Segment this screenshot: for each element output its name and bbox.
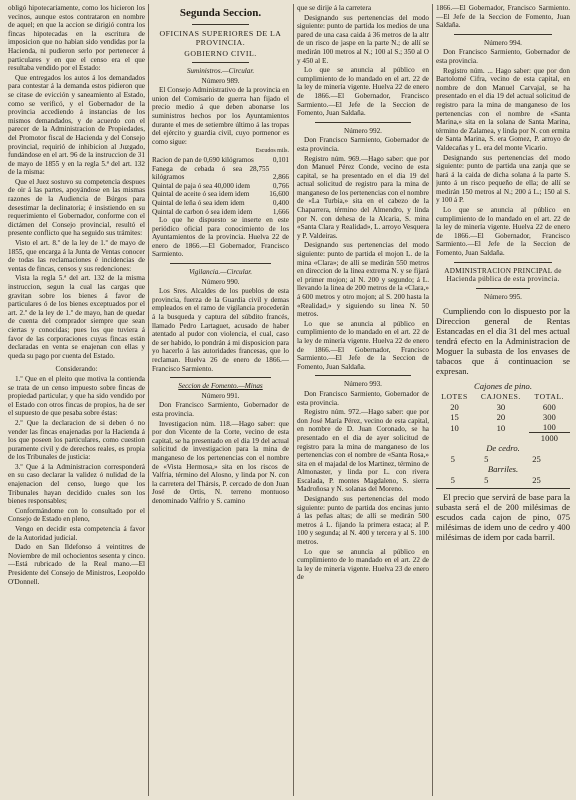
- subsection-heading: Vigilancia.—Circular.: [188, 268, 253, 277]
- paragraph: Los Sres. Alcaldes de los pueblos de esta provincia, fuerza de la Guardia civil y demas empleados en el ramo de vigilancia procederán á la busqueda y captura del súbdito francés, llamado Pedro Lartaguet, acusado de haber atentado al pudor con violencia, el cual, caso de ser habido, lo pondrán á mi disposicion para yo hacerlo á las autoridades francesas, que lo reclaman. Huelva 26 de enero de 1866.—Francisco Sarmiento.: [152, 287, 289, 373]
- paragraph: que se dirije á la carretera: [297, 4, 372, 12]
- paragraph: El Consejo Administrativo de la provincia en union del Comisario de guerra han fijado el precio medio á que deben abonarse los suministros hechos por los Ayuntamientos durante el mes de setiembre último á las tropas del ejército y guardia civil, cuyo pormenor es como sigue:: [152, 86, 289, 146]
- paragraph: Registro núm. 969.—Hago saber: que por don Manuel Pérez Conde, vecino de esta capital, se ha presentado en el dia 19 del actual solicitud de registro para la mina de manganeso de los pertenencias con el nombre de «La Turbia,» sita en el cabezo de la Chaparrera, término del Almendro, y linda por N. con dehesa de la Alcaria, S. mina «Santa Clara y Realidad», L. arroyo Vesquera y P. Valdeiras.: [297, 154, 429, 240]
- paragraph: Lo que se anuncia al público en cumplimiento de lo mandado en el art. 22 de la ley de minería vigente. Huelva 23 de enero de: [297, 547, 429, 582]
- gov-title: GOBIERNO CIVIL.: [184, 49, 257, 58]
- divider: [170, 263, 271, 264]
- price-label: Quintal de leña ó sea idem idem: [152, 198, 245, 207]
- column-header: TOTAL.: [534, 392, 565, 402]
- table-cell: 20: [450, 402, 459, 413]
- barriles-heading: Barriles.: [487, 464, 519, 475]
- price-table: [152, 156, 289, 216]
- divider: [476, 288, 530, 289]
- paragraph: Lo que se anuncia al público en cumplimiento de lo mandado en el art. 22 de la ley de minería vigente. Huelva 22 de enero de 1866.—El Gobernador, Francisco Sarmiento.—El Jefe de la Seccion de Fomento, Juan Saldaña.: [297, 66, 429, 118]
- paragraph: Don Francisco Sarmiento, Gobernador de esta provincia.: [436, 48, 570, 65]
- table-row: [152, 208, 289, 217]
- decree-closing: Dado en San Ildefonso á veintitres de Noviembre de mil ochocientos sesenta y cinco.—Está rubricado de la Real mano.—El Presidente del Consejo de Ministros, Leopoldo O'Donnell.: [8, 543, 145, 586]
- paragraph: Don Francisco Sarmiento, Gobernador de esta provincia.: [152, 401, 289, 418]
- column-rule: [432, 4, 433, 796]
- numero-heading: Número 989.: [201, 76, 240, 85]
- paragraph: Registro núm. ... Hago saber: que por don Bartolomé Cifra, vecino de esta capital, en nombre de don Manuel Carvajal, se ha presentado en el dia 19 del actual solicitud de registro para la mina de manganeso de los pertenencias con el nombre de «Santa Marina,» sita en la solana de Santa Marina, término de Zalamea, y linda por N. con ermita de Santa Marina, S. era Gomez, P. arroyo de Valdecañas y L. era del monte Vicario.: [436, 66, 570, 152]
- column-header: CAJONES.: [480, 392, 521, 402]
- price-value: 0,400: [272, 198, 289, 207]
- paragraph: Cumpliendo con lo dispuesto por la Direccion general de Rentas Estancadas en el dia 31 del mes actual tendrá efecto en la Administracion de Moguer la subasta de los envases de tabacos que á continuacion se expresan.: [436, 306, 570, 377]
- column-rule: [293, 4, 294, 796]
- table-total: 1000: [529, 433, 570, 444]
- admin-title: ADMINISTRACION PRINCIPAL de Hacienda pública de esta provincia.: [444, 266, 562, 284]
- table-row: [152, 165, 289, 182]
- divider: [454, 262, 552, 263]
- paragraph: Don Francisco Sarmiento, Gobernador de esta provincia.: [297, 136, 429, 153]
- table-cell: 10: [450, 422, 459, 433]
- paragraph: Vista la regla 5.ª del art. 132 de la misma instruccion, segun la cual las cargas que gravitan sobre los bienes á favor de particulares ó de los bienes exceptuados por el art. 2.º de la ley de 1.º de mayo, han de quedar de cuenta del comprador siempre que sean ciertas y conocidas; pues los que tuviera á favor de las corporaciones cuyas fincas están declaradas en venta se enajenan con ellas y queda su pago por cuenta del Estado.: [8, 274, 145, 360]
- office-title: OFICINAS SUPERIORES DE LA PROVINCIA.: [159, 29, 282, 47]
- table-total-row: [436, 433, 570, 444]
- subsection-heading: Suministros.—Circular.: [186, 67, 255, 75]
- divider: [315, 375, 411, 376]
- table-cell: 5: [450, 454, 455, 465]
- column-4: [436, 4, 570, 796]
- paragraph: Conformándome con lo consultado por el Consejo de Estado en pleno,: [8, 506, 145, 524]
- paragraph: Lo que se anuncia al público en cumplimiento de lo mandado en el art. 22 de la ley de minería vigente. Huelva 22 de enero de 1866.—El Gobernador, Francisco Sarmiento.—El Jefe de la Seccion de Fomento, Juan Saldaña.: [297, 319, 429, 371]
- price-label: Quintal de carbon ó sea idem idem: [152, 207, 253, 216]
- column-2: [152, 4, 289, 796]
- paragraph: 1866.—El Gobernador, Francisco Sarmiento.—El Jefe de la Seccion de Fomento, Juan Saldaña.: [436, 4, 570, 30]
- table-cell: 5: [450, 475, 455, 486]
- table-cell: 600: [542, 402, 556, 413]
- paragraph: Don Francisco Sarmiento, Gobernador de esta provincia.: [297, 389, 429, 407]
- section-title: Segunda Seccion.: [179, 7, 262, 19]
- paragraph: Designando sus pertenencias del modo siguiente: punto de partida los medios de una pared de una casa caida á 36 metros de la altr de un risco de jaspe en la parte N.; de allí se medirán 100 metros al N.; 100 al S.; 350 al O y 450 al E.: [297, 13, 429, 65]
- divider: [436, 488, 570, 489]
- table-cell: 5: [484, 454, 489, 465]
- table-row: [152, 182, 289, 191]
- price-value: 1,666: [272, 207, 289, 216]
- paragraph: Designando sus pertenencias del modo siguiente: punto de partida el mojon L. de la mina «Clara»; de allí se medirán 550 metros en direccion de la linea extrema N. y se fijará el primer mojon; al N. 200 y segundo; á L. llevando la linea de 200 metros de la «Clara,» á 600 metros y otro mojon; al S. 200 hasta la «Realidad,» y siguiendo su linea N. 50 metros.: [297, 241, 429, 319]
- numero-heading: Número 990.: [201, 277, 240, 286]
- paragraph: Que entregados los autos á los demandados para contestar á la demanda estos pidieron que se citase de evicción y saneamiento al Estado, como se verificó, y el Gobernador de la provincia accediendo á instancias de los mismos demandados, y de acuerdo con el parecer de la Administracion de Propiedades, del Promotor fiscal de Hacienda y del Consejo provincial, requirió de inhibicion al Juzgado, fundándose en el art. 96 de la instruccion de 31 de mayo de 1855 y en la regla 5.ª del art. 132 de la misma:: [8, 73, 145, 177]
- table-cell: 100: [542, 422, 556, 433]
- table-cell: 30: [496, 402, 506, 413]
- table-cell: 20: [496, 412, 506, 423]
- divider: [192, 62, 249, 63]
- table-cell: 5: [484, 475, 489, 486]
- paragraph: Que el Juez sostuvo su competencia despues de oir á las partes, apoyándose en las mismas razones de la Audiencia de Búrgos para desestimar la declinatoria; é insistiendo en su requerimiento el Gobernador, conforme con el dictámen del Consejo provincial, resultó el presente conflicto que ha seguido sus trámites:: [8, 177, 145, 238]
- numero-heading: Número 993.: [344, 380, 382, 389]
- table-header-row: [436, 392, 570, 402]
- table-row: [436, 454, 570, 464]
- numero-heading: Número 992.: [344, 126, 382, 135]
- column-rule: [148, 4, 149, 796]
- price-value: 16,600: [269, 190, 289, 199]
- table-row: [152, 199, 289, 208]
- table-cell: 25: [532, 454, 541, 465]
- price-label: Fanega de cebada ó sea 28,755 kilógramos: [152, 164, 270, 182]
- table-row: [436, 422, 570, 433]
- consideration: 1.º Que en el pleito que motiva la contienda se trata de un censo impuesto sobre fincas de propiedad particular, y que ha sido vendido por el Estado con otros fincas de propios, ha de ser el supuesto de que pesaba sobre éstas:: [8, 374, 145, 418]
- subsection-heading: Seccion de Fomento.—Minas: [178, 382, 263, 391]
- table-row: [152, 156, 289, 165]
- price-label: Racion de pan de 0,690 kilógramos: [152, 155, 254, 164]
- price-label: Quintal de aceite ó sea idem idem: [152, 190, 250, 199]
- table-row: [436, 402, 570, 412]
- divider: [170, 377, 271, 378]
- column-header: LOTES: [441, 392, 468, 402]
- consideration: 2.º Que la declaracion de si deben ó no vender las fincas enajenadas por la Hacienda á los que poseen los particulares, como cuestion puramente civil y de derechos reales, es propia de los Tribunales de justicia:: [8, 418, 145, 462]
- cedro-table: [436, 454, 570, 464]
- cajones-table: [436, 392, 570, 443]
- price-value: 0,101: [272, 155, 289, 164]
- table-cell: 15: [450, 412, 459, 423]
- paragraph: Lo que he dispuesto se inserte en este periódico oficial para conocimiento de los Ayuntamientos de la provincia. Huelva 22 de enero de 1866.—El Gobernador, Francisco Sarmiento.: [152, 216, 289, 259]
- paragraph: Investigacion núm. 118.—Hago saber: que por don Vicente de la Corte, vecino de esta capital, se ha presentado en el dia 19 del actual solicitud de investigacion para la mina de manganeso de los pertenencias con el nombre de «Vista Hermosa,» sita en los riscos de Valfria, término del Alosno, y linda por N. con la carretera del Thársis, P. cercado de don Juan José de Ortis, N. terreno montuoso denominado Valfrio y S. camino: [152, 419, 289, 505]
- divider: [454, 34, 552, 35]
- cajones-heading: Cajones de pino.: [473, 381, 532, 392]
- numero-heading: Número 995.: [484, 292, 522, 301]
- price-label: Quintal de paja ó sea 40,000 idem: [152, 181, 251, 190]
- table-row: [436, 475, 570, 485]
- paragraph: obligó hipotecariamente, como los hicieron los vecinos, aunque estos contrataron en nombre de aquel; en que la accion se dirigió contra los fincas hipotecadas en la escritura de imposicion que no habian sido vendidas por la Hacienda, ni pudieron serlo por pertenecer á particulares y en que el censo era el que resultaba vendido por el Estado:: [8, 4, 145, 73]
- table-row: [436, 412, 570, 422]
- table-cell: 10: [496, 422, 506, 433]
- price-value: 0,766: [272, 181, 289, 190]
- paragraph: Vengo en decidir esta competencia á favor de la Autoridad judicial.: [8, 525, 145, 542]
- table-row: [152, 190, 289, 199]
- numero-heading: Número 994.: [484, 38, 522, 47]
- paragraph: Designando sus pertenencias del modo siguiente: punto de partida dos encinas junto á las peñas altas; de allí se medirán 500 metros á L. fijando la primera estaca; al P. 100 y segunda; al N. 400 y tercera y al S. 100 metros.: [297, 495, 429, 547]
- paragraph: El precio que servirá de base para la subasta será el de 200 milésimas de escudos cada cajon de pino, 075 milésimas de idem uno de cedro y 400 milésimas de idem por cada barril.: [436, 492, 570, 543]
- table-cell: 300: [542, 412, 556, 423]
- table-cell: 25: [532, 475, 541, 486]
- paragraph: Visto el art. 8.º de la ley de 1.º de mayo de 1855, que encarga á la Junta de Ventas conocer de todas las reclamaciones é incidencias de ventas de fincas, censos y sus redenciones:: [8, 239, 145, 273]
- consideration: 3.º Que á la Administracion corresponderá en su caso declarar la validez ó nulidad de la enajenacion del censo, luego que los Tribunales hayan decidido cuales son los bienes responsables;: [8, 462, 145, 506]
- barriles-table: [436, 475, 570, 485]
- paragraph: Lo que se anuncia al público en cumplimiento de lo mandado en el art. 22 de la ley de minería vigente. Huelva 22 de enero de 1866.—El Gobernador, Francisco Sarmiento.—El Jefe de la Seccion de Fomento, Juan Saldaña.: [436, 206, 570, 258]
- paragraph: Registro núm. 972.—Hago saber: que por don José María Pérez, vecino de esta capital, en nombre de D. Juan Coronado, se ha presentado en el dia de ayer solicitud de registro para la mina de manganeso de los pertenencias con el nombre de «Santa Rosa,» sita en el majadal de los Martinez, término de Almonaster, y linda por L. con rivera Escalada, P. montes Magdaleno, S. sierra Madroñosa y N. solanas del Moreno.: [297, 408, 429, 494]
- price-value: 2,866: [272, 173, 289, 182]
- paragraph: Designando sus pertenencias del modo siguiente: punto de partida una zanja que se hará á la caida de dicha solana á la parte S. junto á un risco pequeño de ella; de allí se medirán 150 metros al N.; 200 á L.; 150 al S. y 100 á P.: [436, 153, 570, 205]
- divider: [192, 24, 249, 25]
- considerando-heading: Considerando:: [55, 365, 98, 374]
- divider: [315, 122, 411, 123]
- column-3: [297, 4, 429, 796]
- numero-heading: Número 991.: [201, 391, 240, 400]
- cedro-heading: De cedro.: [486, 443, 520, 454]
- column-1: [8, 4, 145, 796]
- escudos-label: Escudos mils.: [255, 148, 289, 155]
